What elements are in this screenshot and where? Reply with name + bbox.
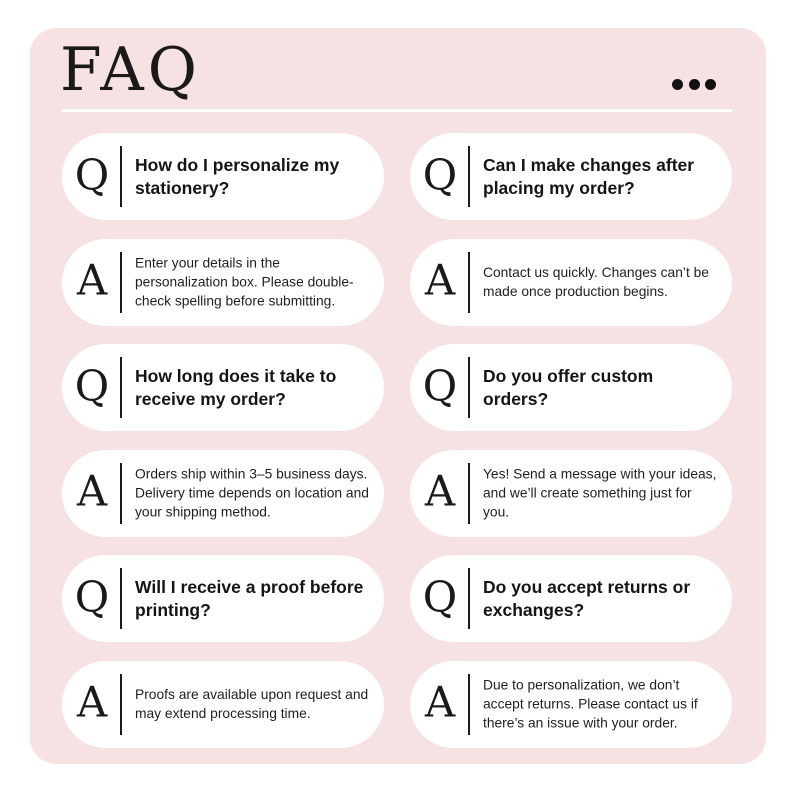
separator	[468, 357, 470, 418]
answer-text: Contact us quickly. Changes can’t be made once production begins.	[483, 265, 709, 299]
question-pill[interactable]	[410, 555, 732, 642]
answer-pill	[410, 239, 732, 326]
answer-text: Yes! Send a message with your ideas, and we’ll create something just for you.	[483, 466, 717, 520]
separator	[468, 568, 470, 629]
answer-text: Enter your details in the personalization box. Please double-check spelling before submitting.	[135, 255, 354, 309]
answer-text: Orders ship within 3–5 business days. Delivery time depends on location and your shipping method.	[135, 466, 369, 520]
dot	[672, 79, 683, 90]
question-pill[interactable]	[62, 133, 384, 220]
a-letter-icon: A	[424, 677, 456, 727]
separator	[120, 674, 122, 735]
question-text: Will I receive a proof before printing?	[135, 576, 364, 620]
answer-pill	[62, 239, 384, 326]
answer-pill	[62, 661, 384, 748]
q-letter-icon: Q	[422, 150, 458, 200]
separator	[120, 568, 122, 629]
separator	[120, 357, 122, 418]
faq-grid	[62, 133, 732, 748]
question-text: Do you accept returns or exchanges?	[483, 576, 691, 620]
question-text: Can I make changes after placing my order?	[483, 154, 695, 198]
a-letter-icon: A	[76, 255, 108, 305]
separator	[468, 674, 470, 735]
q-letter-icon: Q	[74, 572, 110, 622]
q-letter-icon: Q	[422, 361, 458, 411]
question-pill[interactable]	[410, 133, 732, 220]
question-text: Do you offer custom orders?	[483, 365, 654, 409]
separator	[120, 252, 122, 313]
separator	[468, 146, 470, 207]
title-divider	[62, 109, 732, 112]
a-letter-icon: A	[424, 255, 456, 305]
a-letter-icon: A	[76, 677, 108, 727]
q-letter-icon: Q	[74, 361, 110, 411]
separator	[120, 463, 122, 524]
dot	[689, 79, 700, 90]
dot	[705, 79, 716, 90]
separator	[120, 146, 122, 207]
more-dots-icon[interactable]	[672, 76, 716, 92]
a-letter-icon: A	[76, 466, 108, 516]
answer-text: Proofs are available upon request and may extend processing time.	[135, 687, 369, 721]
answer-text: Due to personalization, we don’t accept returns. Please contact us if there’s an issue with your order.	[483, 677, 698, 731]
question-pill[interactable]	[62, 555, 384, 642]
question-text: How do I personalize my stationery?	[135, 154, 340, 198]
separator	[468, 252, 470, 313]
page-title: FAQ	[60, 35, 201, 105]
answer-pill	[410, 450, 732, 537]
q-letter-icon: Q	[422, 572, 458, 622]
answer-pill	[410, 661, 732, 748]
question-pill[interactable]	[410, 344, 732, 431]
q-letter-icon: Q	[74, 150, 110, 200]
question-text: How long does it take to receive my order?	[135, 365, 337, 409]
separator	[468, 463, 470, 524]
answer-pill	[62, 450, 384, 537]
question-pill[interactable]	[62, 344, 384, 431]
a-letter-icon: A	[424, 466, 456, 516]
